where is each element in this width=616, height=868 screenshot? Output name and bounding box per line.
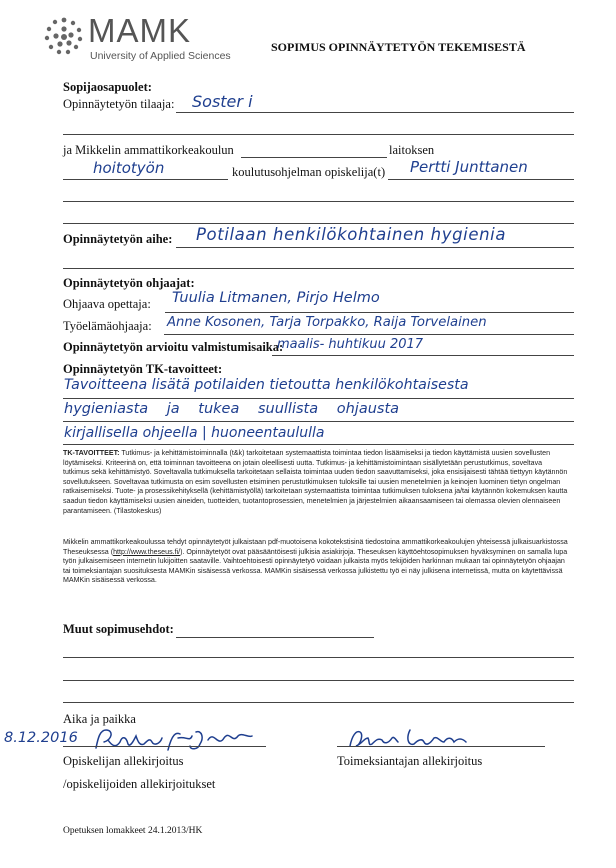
- completion-label: Opinnäytetyön arvioitu valmistumisaika:: [63, 340, 284, 354]
- date-place-label: Aika ja paikka: [63, 712, 136, 726]
- goals-heading: Opinnäytetyön TK-tavoitteet:: [63, 362, 223, 376]
- other-terms-label: Muut sopimusehdot:: [63, 622, 174, 636]
- student-signature: [90, 724, 275, 756]
- logo-wordmark: MAMK: [88, 12, 191, 49]
- logo-subtitle: University of Applied Sciences: [90, 50, 231, 62]
- goals-line-1: Tavoitteena lisätä potilaiden tietoutta henkilökohtaisesta: [64, 377, 469, 393]
- theseus-link[interactable]: http://www.theseus.fi/: [113, 547, 181, 556]
- publication-info: [63, 538, 568, 586]
- supervisors-heading: Opinnäytetyön ohjaajat:: [63, 276, 195, 290]
- completion-value: maalis- huhtikuu 2017: [277, 337, 424, 352]
- logo-dots-icon: [44, 16, 84, 56]
- parties-heading: Sopijaosapuolet:: [63, 80, 152, 94]
- goals-line-3: kirjallisella ohjeella | huoneentaululla: [64, 425, 325, 441]
- work-supervisor-value: Anne Kosonen, Tarja Torpakko, Raija Torvelainen: [167, 315, 487, 330]
- teacher-label: Ohjaava opettaja:: [63, 297, 151, 311]
- mamk-logo: [44, 14, 244, 64]
- tk-goals-info-text: Tutkimus- ja kehittämistoiminnalla (t&k) tarkoitetaan systemaattista toimintaa tiedon lisäämiseksi ja tiedon käyttämistä uusien sovellusten löytämiseksi. Kriteerinä on, että toiminnan tavoitteena on jotain oleellisesti uutta. Tutkimus- ja kehittämistoimintaan sisällytetään perustutkimus, soveltava tutkimus sekä kehittämistyö. Soveltavalla tutkimuksella tarkoitetaan sellaista toimintaa uuden tiedon saavuttamiseksi, joka ensisijaisesti tähtää tiettyyn käytännön sovellutukseen. Soveltavaa tutkimusta on esim sovellusten etsiminen perustutkimuksen tuloksille tai uusien menetelmien ja keinojen luominen tietyn ongelman ratkaisemiseksi. Tuote- ja prosessikehityksellä (kehittämistyöllä) tarkoitetaan systemaattista toimintaa tutkimuksen tuloksena ja/tai käytännön kokemuksen kautta saadun tiedon käyttämiseksi uusien aineiden, tuotteiden, tuotantoprosessien, menetelmien ja järjestelmien aikaansaamiseen tai olemassa olevien olennaiseen parantamiseen. (Tilastokeskus): [63, 449, 568, 515]
- topic-label: Opinnäytetyön aihe:: [63, 232, 173, 246]
- publication-info-text-b: ). Opinnäytetyöt ovat pääsääntöisesti julkisia asiakirjoja. Theseuksen käyttöehtosopimuksen hyväksyminen on samalla lupa työn julkaisemiseen internetin lukijoitten saataville. Vaihtoehtoisesti opinnäytetyö voidaan julkaista myös tekijöiden harkinnan mukaan tai opinnäytetyön ohjaajan tai toimeksiantajan suosituksesta MAMKin sisäisessä verkossa. MAMKin sisäisessä verkossa julkistettu työ ei näy julkisena internetissä, mutta on käytettävissä MAMKin sisäisessä verkossa.: [63, 547, 568, 585]
- school-prefix: ja Mikkelin ammattikorkeakoulun: [63, 143, 234, 157]
- students-signature-label: /opiskelijoiden allekirjoitukset: [63, 777, 216, 791]
- tk-goals-info: [63, 449, 568, 516]
- goals-line-2: hygieniasta ja tukea suullista ohjausta: [64, 401, 400, 417]
- tk-goals-info-lead: TK-TAVOITTEET:: [63, 449, 120, 457]
- date-value: 8.12.2016: [4, 730, 78, 746]
- topic-value: Potilaan henkilökohtainen hygienia: [196, 225, 507, 244]
- client-signature-label: Toimeksiantajan allekirjoitus: [337, 754, 483, 768]
- student-signature-label: Opiskelijan allekirjoitus: [63, 754, 184, 768]
- client-signature: [338, 726, 518, 752]
- programme-label: koulutusohjelman opiskelija(t): [232, 165, 386, 179]
- client-value: Soster i: [192, 92, 253, 111]
- programme-value: hoitotyön: [93, 159, 165, 177]
- work-supervisor-label: Työelämäohjaaja:: [63, 319, 152, 333]
- teacher-value: Tuulia Litmanen, Pirjo Helmo: [172, 290, 380, 306]
- client-label: Opinnäytetyön tilaaja:: [63, 97, 175, 111]
- publication-info-text-a: Mikkelin ammattikorkeakoulussa tehdyt opinnäytetyöt julkaistaan pdf-muotoisena kokotekstisinä tiedostoina ammattikorkeakoulujen yhteisessä julkaisuarkistossa Theseuksessa (: [63, 538, 568, 556]
- dept-label: laitoksen: [389, 143, 435, 157]
- student-value: Pertti Junttanen: [410, 158, 528, 176]
- footer-text: Opetuksen lomakkeet 24.1.2013/HK: [63, 826, 203, 836]
- document-title: SOPIMUS OPINNÄYTETYÖN TEKEMISESTÄ: [271, 40, 526, 54]
